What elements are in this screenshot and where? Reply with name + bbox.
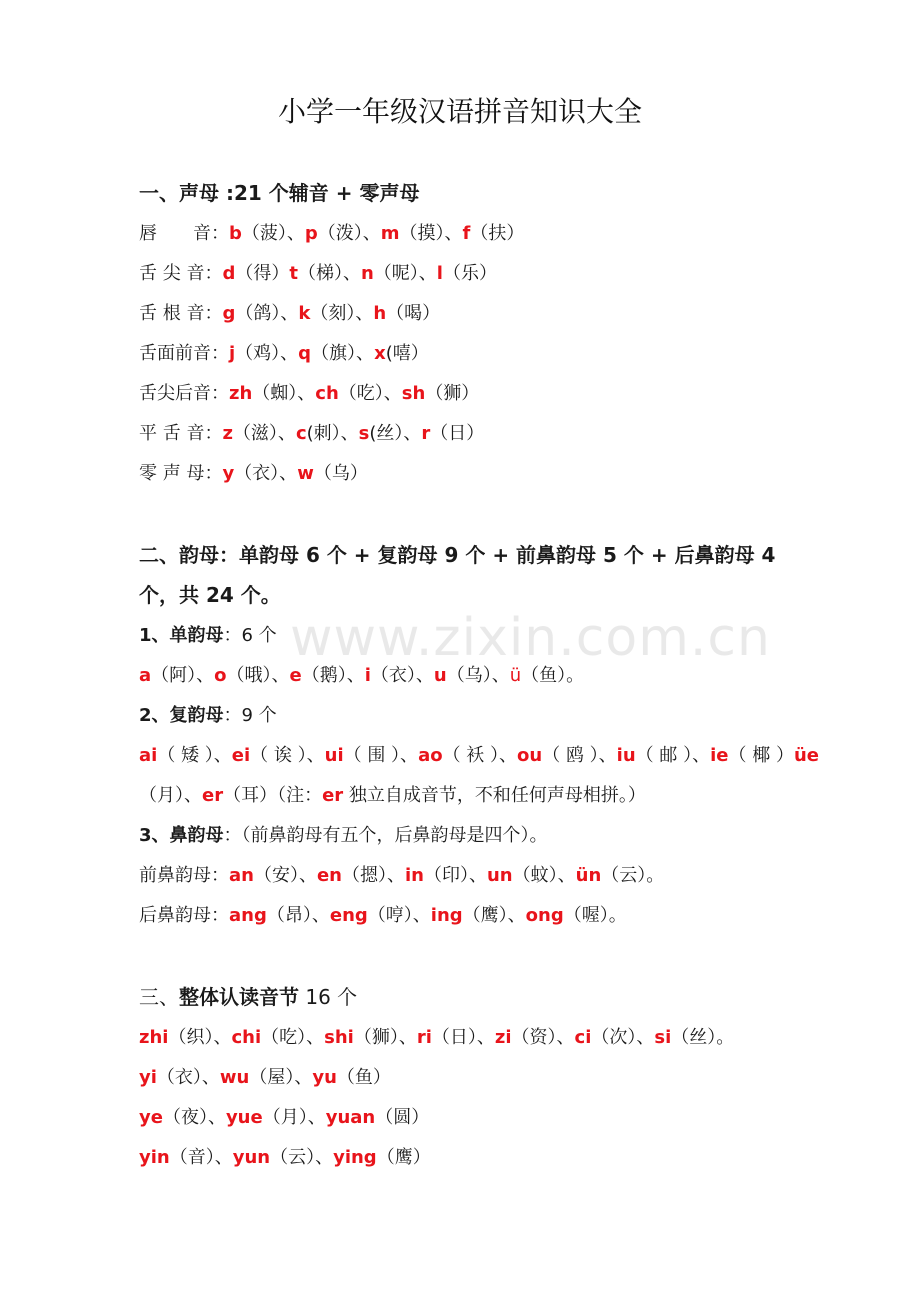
pinyin-letter: si bbox=[654, 1027, 672, 1048]
pinyin-letter: p bbox=[304, 223, 318, 244]
pinyin-letter: en bbox=[316, 865, 342, 886]
example-character: （蚊）、 bbox=[512, 865, 576, 886]
initials-row bbox=[139, 262, 497, 286]
initials-row-label: 舌面前音： bbox=[139, 343, 229, 364]
pinyin-letter: ü bbox=[509, 665, 522, 686]
pinyin-letter: yun bbox=[232, 1147, 271, 1168]
example-character: （吃）、 bbox=[338, 383, 402, 404]
pinyin-letter: yi bbox=[139, 1067, 157, 1088]
pinyin-letter: d bbox=[222, 263, 236, 284]
pinyin-letter: m bbox=[380, 223, 400, 244]
pinyin-letter: shi bbox=[324, 1027, 354, 1048]
example-character: （旗）、 bbox=[311, 343, 375, 364]
single-finals-label-row bbox=[139, 624, 277, 648]
pinyin-letter: eng bbox=[329, 905, 368, 926]
compound-finals-list-line2 bbox=[139, 784, 646, 808]
example-character: （乐） bbox=[442, 263, 497, 284]
initials-row bbox=[139, 222, 524, 246]
pinyin-letter: y bbox=[222, 463, 235, 484]
pinyin-letter: i bbox=[364, 665, 371, 686]
pinyin-letter: r bbox=[421, 423, 431, 444]
section-2-heading-line2: 个，共 24 个。 bbox=[139, 583, 281, 607]
initials-row bbox=[139, 302, 440, 326]
example-character: （鸽）、 bbox=[235, 303, 299, 324]
back-nasal-row bbox=[139, 904, 627, 928]
single-finals-label: 1、单韵母 bbox=[139, 625, 224, 646]
pinyin-letter: g bbox=[222, 303, 236, 324]
initials-row-label: 舌尖后音： bbox=[139, 383, 229, 404]
pinyin-letter: b bbox=[229, 223, 242, 244]
single-finals-count: ：6 个 bbox=[223, 625, 277, 646]
example-character: （得） bbox=[235, 263, 290, 284]
pinyin-letter: n bbox=[360, 263, 374, 284]
example-character: （月）、 bbox=[262, 1107, 326, 1128]
example-character: （哼）、 bbox=[367, 905, 431, 926]
section-2-heading-line1: 二、韵母：单韵母 6 个 + 复韵母 9 个 + 前鼻韵母 5 个 + 后鼻韵母 4 bbox=[139, 543, 776, 567]
pinyin-letter: er bbox=[322, 785, 344, 806]
pinyin-letter: yu bbox=[312, 1067, 337, 1088]
pinyin-letter: yin bbox=[139, 1147, 170, 1168]
example-character: （ 围 ）、 bbox=[343, 745, 419, 766]
example-character: (刺）、 bbox=[306, 423, 359, 444]
pinyin-letter: ou bbox=[517, 745, 543, 766]
example-character: 独立自成音节，不和任何声母相拼。） bbox=[343, 785, 646, 806]
initials-row-label: 舌 尖 音： bbox=[139, 263, 223, 284]
pinyin-letter: wu bbox=[219, 1067, 250, 1088]
pinyin-letter: ri bbox=[416, 1027, 432, 1048]
example-character: （月）、 bbox=[139, 785, 202, 806]
pinyin-letter: zhi bbox=[139, 1027, 169, 1048]
initials-row-label: 零 声 母： bbox=[139, 463, 223, 484]
example-character: （ 诶 ）、 bbox=[250, 745, 325, 766]
pinyin-letter: ing bbox=[430, 905, 463, 926]
pinyin-letter: ei bbox=[231, 745, 251, 766]
back-nasal-list bbox=[229, 905, 627, 926]
pinyin-letter: zi bbox=[494, 1027, 512, 1048]
example-character: （丝）。 bbox=[671, 1027, 735, 1048]
nasal-finals-note: ：（前鼻韵母有五个，后鼻韵母是四个）。 bbox=[223, 825, 548, 846]
example-character: （鹰） bbox=[376, 1147, 431, 1168]
example-character: （次）、 bbox=[591, 1027, 655, 1048]
initials-row-label: 平 舌 音： bbox=[139, 423, 223, 444]
example-character: （衣）、 bbox=[370, 665, 434, 686]
watermark: www.zixin.com.cn bbox=[290, 608, 771, 668]
pinyin-letter: un bbox=[486, 865, 513, 886]
pinyin-letter: a bbox=[139, 665, 152, 686]
pinyin-letter: k bbox=[298, 303, 311, 324]
example-character: （鱼）。 bbox=[521, 665, 585, 686]
example-character: （蜘）、 bbox=[252, 383, 316, 404]
single-finals-list bbox=[139, 664, 584, 688]
section-1-title: 声母 :21 个辅音 + 零声母 bbox=[179, 181, 420, 205]
example-character: （ 矮 ）、 bbox=[157, 745, 232, 766]
pinyin-letter: f bbox=[462, 223, 471, 244]
page-title: 小学一年级汉语拼音知识大全 bbox=[277, 95, 642, 128]
example-character: （衣）、 bbox=[156, 1067, 220, 1088]
initials-row bbox=[139, 422, 484, 446]
pinyin-letter: ch bbox=[315, 383, 339, 404]
pinyin-letter: yue bbox=[225, 1107, 263, 1128]
example-character: (嘻） bbox=[385, 343, 429, 364]
example-character: （圆） bbox=[375, 1107, 430, 1128]
example-character: （鸡）、 bbox=[235, 343, 299, 364]
pinyin-letter: yuan bbox=[325, 1107, 376, 1128]
compound-finals-label-row bbox=[139, 704, 277, 728]
compound-finals-count: ：9 个 bbox=[223, 705, 277, 726]
example-character: （滋）、 bbox=[232, 423, 296, 444]
syllable-row bbox=[139, 1026, 734, 1050]
syllable-row bbox=[139, 1146, 431, 1170]
pinyin-letter: x bbox=[374, 343, 386, 364]
pinyin-letter: ao bbox=[418, 745, 443, 766]
pinyin-letter: e bbox=[289, 665, 302, 686]
example-character: （菠）、 bbox=[241, 223, 305, 244]
example-character: （鹅）、 bbox=[301, 665, 365, 686]
pinyin-letter: w bbox=[297, 463, 314, 484]
example-character: （印）、 bbox=[423, 865, 487, 886]
example-character: （安）、 bbox=[253, 865, 317, 886]
front-nasal-list bbox=[229, 865, 664, 886]
compound-finals-list-line1 bbox=[139, 744, 819, 768]
example-character: （狮）、 bbox=[353, 1027, 417, 1048]
pinyin-letter: üe bbox=[793, 745, 819, 766]
pinyin-letter: j bbox=[229, 343, 236, 364]
pinyin-letter: er bbox=[202, 785, 224, 806]
nasal-finals-label: 3、鼻韵母 bbox=[139, 825, 224, 846]
example-character: （织）、 bbox=[168, 1027, 232, 1048]
example-character: （夜）、 bbox=[162, 1107, 226, 1128]
example-character: （喝） bbox=[386, 303, 441, 324]
pinyin-letter: l bbox=[436, 263, 443, 284]
initials-row bbox=[139, 342, 429, 366]
example-character: （音）、 bbox=[169, 1147, 233, 1168]
example-character: （ 袄 ）、 bbox=[442, 745, 518, 766]
example-character: （摸）、 bbox=[399, 223, 463, 244]
example-character: （哦）、 bbox=[226, 665, 290, 686]
section-3-title: 整体认读音节 bbox=[179, 985, 299, 1009]
example-character: （鱼） bbox=[336, 1067, 391, 1088]
syllable-row bbox=[139, 1106, 429, 1130]
initials-row bbox=[139, 382, 479, 406]
initials-row-label: 唇 音： bbox=[139, 223, 229, 244]
front-nasal-row bbox=[139, 864, 664, 888]
nasal-finals-label-row bbox=[139, 824, 548, 848]
example-character: （ 椰 ） bbox=[728, 745, 794, 766]
example-character: （云）。 bbox=[601, 865, 665, 886]
example-character: （乌） bbox=[313, 463, 368, 484]
example-character: （衣）、 bbox=[234, 463, 298, 484]
example-character: (丝）、 bbox=[369, 423, 422, 444]
pinyin-letter: o bbox=[214, 665, 227, 686]
example-character: （喔）。 bbox=[563, 905, 627, 926]
section-3-heading bbox=[139, 980, 357, 1014]
pinyin-letter: ang bbox=[229, 905, 267, 926]
syllable-row bbox=[139, 1066, 391, 1090]
example-character: （日） bbox=[430, 423, 485, 444]
pinyin-letter: t bbox=[289, 263, 298, 284]
example-character: （呢）、 bbox=[373, 263, 437, 284]
compound-finals-label: 2、复韵母 bbox=[139, 705, 224, 726]
example-character: （昂）、 bbox=[266, 905, 330, 926]
example-character: （扶） bbox=[470, 223, 525, 244]
section-1-heading bbox=[139, 176, 419, 210]
pinyin-letter: ong bbox=[525, 905, 564, 926]
initials-row-label: 舌 根 音： bbox=[139, 303, 223, 324]
section-1-number: 一、 bbox=[139, 181, 179, 205]
pinyin-letter: in bbox=[405, 865, 424, 886]
front-nasal-label: 前鼻韵母： bbox=[139, 865, 229, 886]
pinyin-letter: iu bbox=[616, 745, 636, 766]
pinyin-letter: ye bbox=[139, 1107, 163, 1128]
pinyin-letter: an bbox=[229, 865, 254, 886]
section-3-count: 16 个 bbox=[299, 985, 358, 1009]
pinyin-letter: ci bbox=[574, 1027, 592, 1048]
example-character: （乌）、 bbox=[446, 665, 510, 686]
back-nasal-label: 后鼻韵母： bbox=[139, 905, 229, 926]
example-character: （资）、 bbox=[511, 1027, 575, 1048]
pinyin-letter: ui bbox=[324, 745, 344, 766]
pinyin-letter: ie bbox=[710, 745, 729, 766]
example-character: （刻）、 bbox=[310, 303, 374, 324]
pinyin-letter: zh bbox=[229, 383, 253, 404]
pinyin-letter: h bbox=[373, 303, 387, 324]
pinyin-letter: z bbox=[222, 423, 233, 444]
example-character: （阿）、 bbox=[151, 665, 215, 686]
example-character: （ 鸥 ）、 bbox=[542, 745, 617, 766]
example-character: （日）、 bbox=[431, 1027, 495, 1048]
example-character: （云）、 bbox=[270, 1147, 334, 1168]
example-character: （鹰）、 bbox=[462, 905, 526, 926]
pinyin-letter: u bbox=[433, 665, 447, 686]
example-character: （耳）（注： bbox=[223, 785, 323, 806]
initials-row bbox=[139, 462, 368, 486]
pinyin-letter: c bbox=[295, 423, 307, 444]
pinyin-letter: sh bbox=[401, 383, 426, 404]
example-character: （吃）、 bbox=[261, 1027, 325, 1048]
pinyin-letter: ying bbox=[333, 1147, 377, 1168]
pinyin-letter: ün bbox=[575, 865, 602, 886]
example-character: （屋）、 bbox=[249, 1067, 313, 1088]
example-character: （ 邮 ）、 bbox=[635, 745, 711, 766]
example-character: （摁）、 bbox=[342, 865, 405, 886]
pinyin-letter: q bbox=[298, 343, 312, 364]
section-3-number: 三、 bbox=[139, 985, 179, 1009]
example-character: （泼）、 bbox=[317, 223, 381, 244]
example-character: （梯）、 bbox=[297, 263, 361, 284]
example-character: （狮） bbox=[425, 383, 480, 404]
pinyin-letter: ai bbox=[139, 745, 158, 766]
pinyin-letter: chi bbox=[231, 1027, 262, 1048]
pinyin-letter: s bbox=[358, 423, 370, 444]
